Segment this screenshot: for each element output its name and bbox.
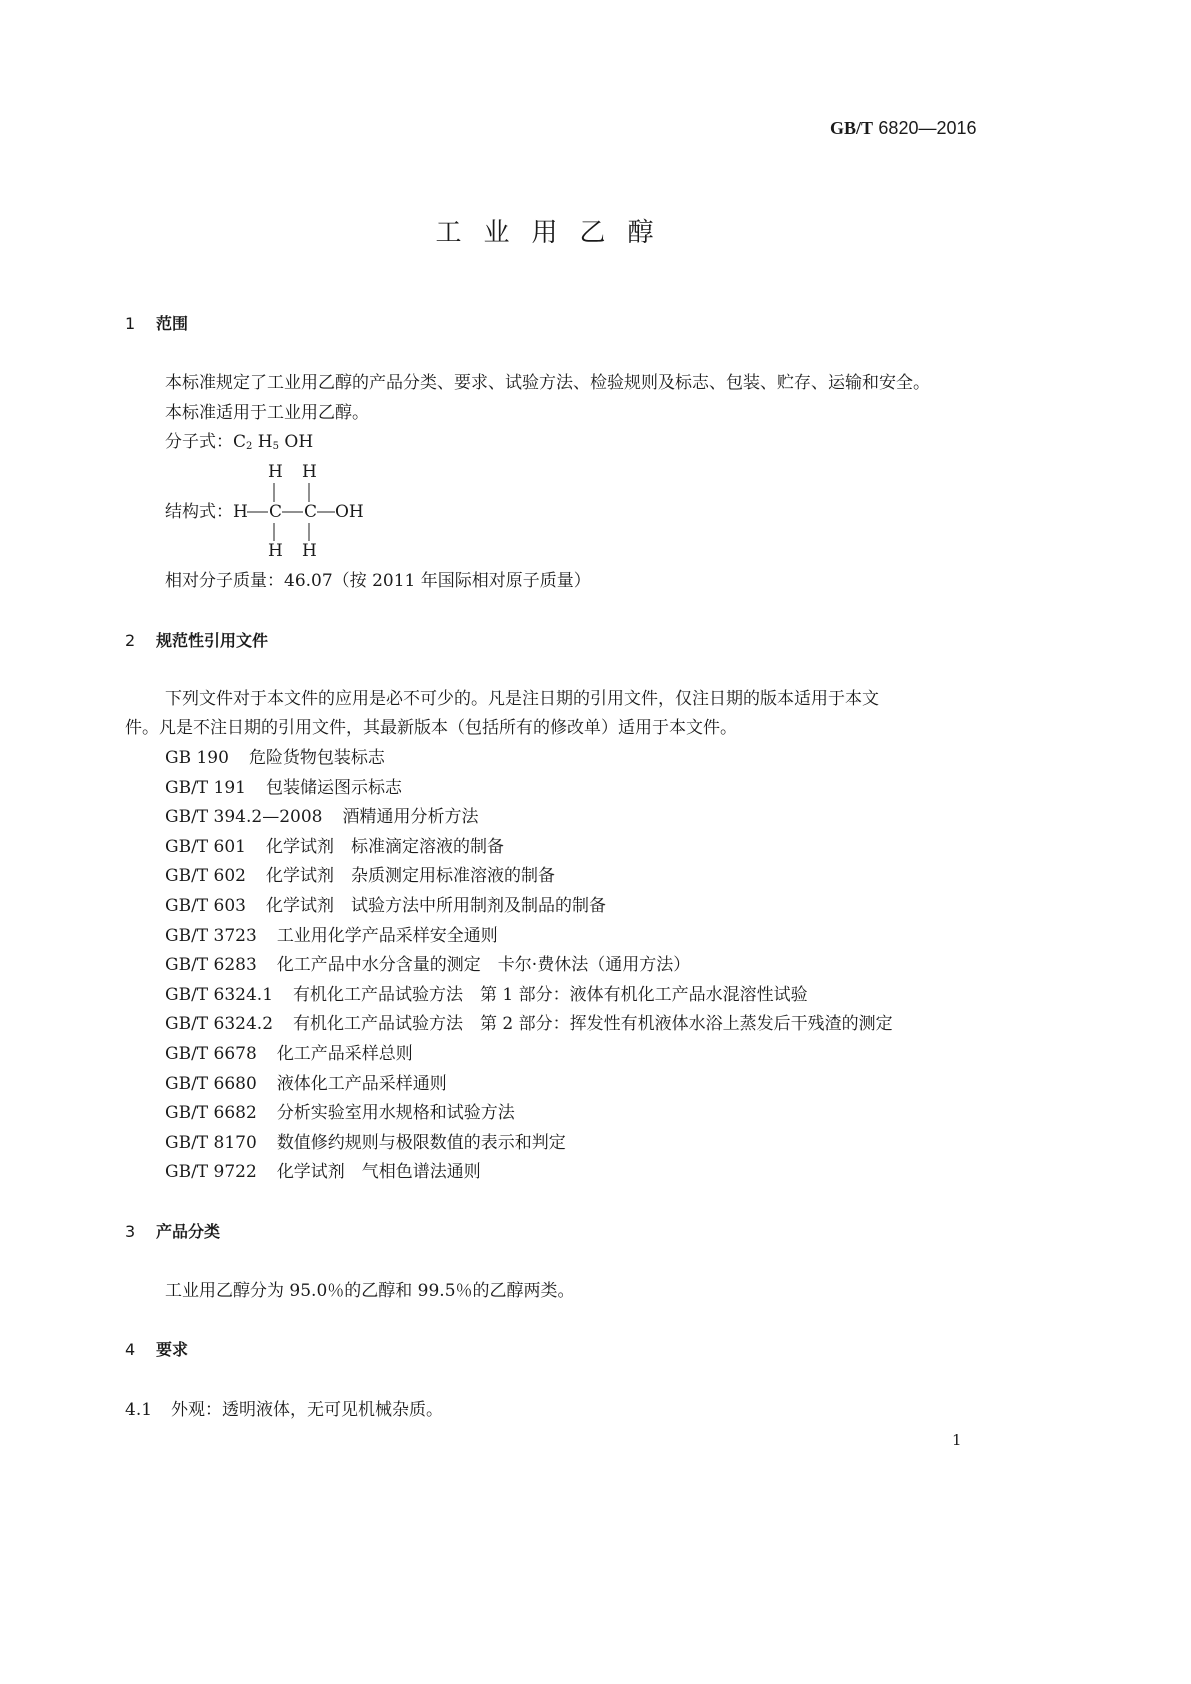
section-2-heading: 2 规范性引用文件	[125, 631, 269, 650]
reference-title: 工业用化学产品采样安全通则	[276, 925, 498, 946]
reference-code: GB/T 6324.1	[165, 984, 274, 1005]
reference-item	[165, 1133, 566, 1153]
reference-title: 有机化工产品试验方法 第 1 部分：液体有机化工产品水混溶性试验	[293, 984, 808, 1005]
section-1-heading: 1 范围	[125, 314, 189, 333]
reference-code: GB/T 6680	[165, 1073, 257, 1094]
reference-code: GB/T 6283	[165, 955, 257, 976]
paragraph: 本标准适用于工业用乙醇。	[165, 403, 369, 423]
paragraph: 工业用乙醇分为 95.0％的乙醇和 99.5％的乙醇两类。	[165, 1281, 575, 1301]
standard-number: GB/T 6820—2016	[830, 118, 977, 138]
reference-code: GB/T 603	[165, 896, 246, 916]
paragraph: 下列文件对于本文件的应用是必不可少的。凡是注日期的引用文件，仅注日期的版本适用于本文	[165, 689, 879, 709]
page-number: 1	[952, 1431, 962, 1449]
reference-item	[165, 748, 385, 768]
reference-title: 化学试剂 标准滴定溶液的制备	[266, 836, 504, 857]
reference-item	[165, 1103, 515, 1123]
reference-title: 酒精通用分析方法	[342, 807, 479, 828]
reference-item	[165, 778, 402, 798]
reference-title: 化学试剂 试验方法中所用制剂及制品的制备	[266, 896, 606, 916]
reference-title: 分析实验室用水规格和试验方法	[276, 1103, 515, 1124]
reference-title: 化学试剂 气相色谱法通则	[276, 1162, 481, 1183]
reference-item	[165, 1014, 893, 1034]
reference-code: GB/T 602	[165, 866, 246, 887]
reference-item	[165, 807, 478, 827]
reference-title: 包装储运图示标志	[266, 777, 402, 798]
reference-title: 液体化工产品采样通则	[276, 1073, 447, 1094]
reference-code: GB/T 601	[165, 836, 246, 857]
section-4-heading: 4 要求	[125, 1340, 189, 1359]
reference-code: GB 190	[165, 748, 229, 768]
reference-item	[165, 1162, 481, 1182]
reference-code: GB/T 394.2—2008	[165, 807, 323, 828]
molecular-formula: 分子式：$C_2$ $H_5$ OH	[165, 432, 314, 452]
reference-item	[165, 955, 690, 975]
reference-title: 有机化工产品试验方法 第 2 部分：挥发性有机液体水浴上蒸发后干残渣的测定	[293, 1014, 893, 1035]
clause-4-1: 4.1 外观：透明液体，无可见机械杂质。	[125, 1400, 443, 1420]
molecular-mass: 相对分子质量：46.07（按 2011 年国际相对原子质量）	[165, 571, 591, 591]
reference-title: 化工产品中水分含量的测定 卡尔·费休法（通用方法）	[276, 955, 691, 976]
reference-code: GB/T 6678	[165, 1044, 257, 1064]
section-3-heading: 3 产品分类	[125, 1222, 221, 1241]
reference-code: GB/T 3723	[165, 925, 257, 946]
reference-code: GB/T 8170	[165, 1132, 257, 1153]
document-title: 工业用乙醇	[435, 218, 676, 248]
reference-code: GB/T 9722	[165, 1162, 257, 1183]
paragraph: 件。凡是不注日期的引用文件，其最新版本（包括所有的修改单）适用于本文件。	[125, 718, 737, 738]
reference-item	[165, 837, 504, 857]
reference-title: 数值修约规则与极限数值的表示和判定	[276, 1132, 566, 1153]
reference-title: 危险货物包装标志	[248, 748, 385, 768]
reference-item	[165, 985, 808, 1005]
reference-title: 化工产品采样总则	[276, 1044, 413, 1064]
reference-item	[165, 896, 606, 916]
reference-code: GB/T 191	[165, 777, 246, 798]
reference-code: GB/T 6324.2	[165, 1014, 274, 1035]
reference-title: 化学试剂 杂质测定用标准溶液的制备	[266, 866, 555, 887]
paragraph: 本标准规定了工业用乙醇的产品分类、要求、试验方法、检验规则及标志、包装、贮存、运输和安全。	[165, 373, 930, 393]
reference-item	[165, 866, 555, 886]
reference-item	[165, 1074, 447, 1094]
reference-code: GB/T 6682	[165, 1103, 257, 1124]
reference-item	[165, 1044, 413, 1064]
structural-formula: 结构式： H C C OH H H H H	[165, 460, 425, 565]
bond-lines	[165, 460, 425, 565]
reference-item	[165, 926, 498, 946]
